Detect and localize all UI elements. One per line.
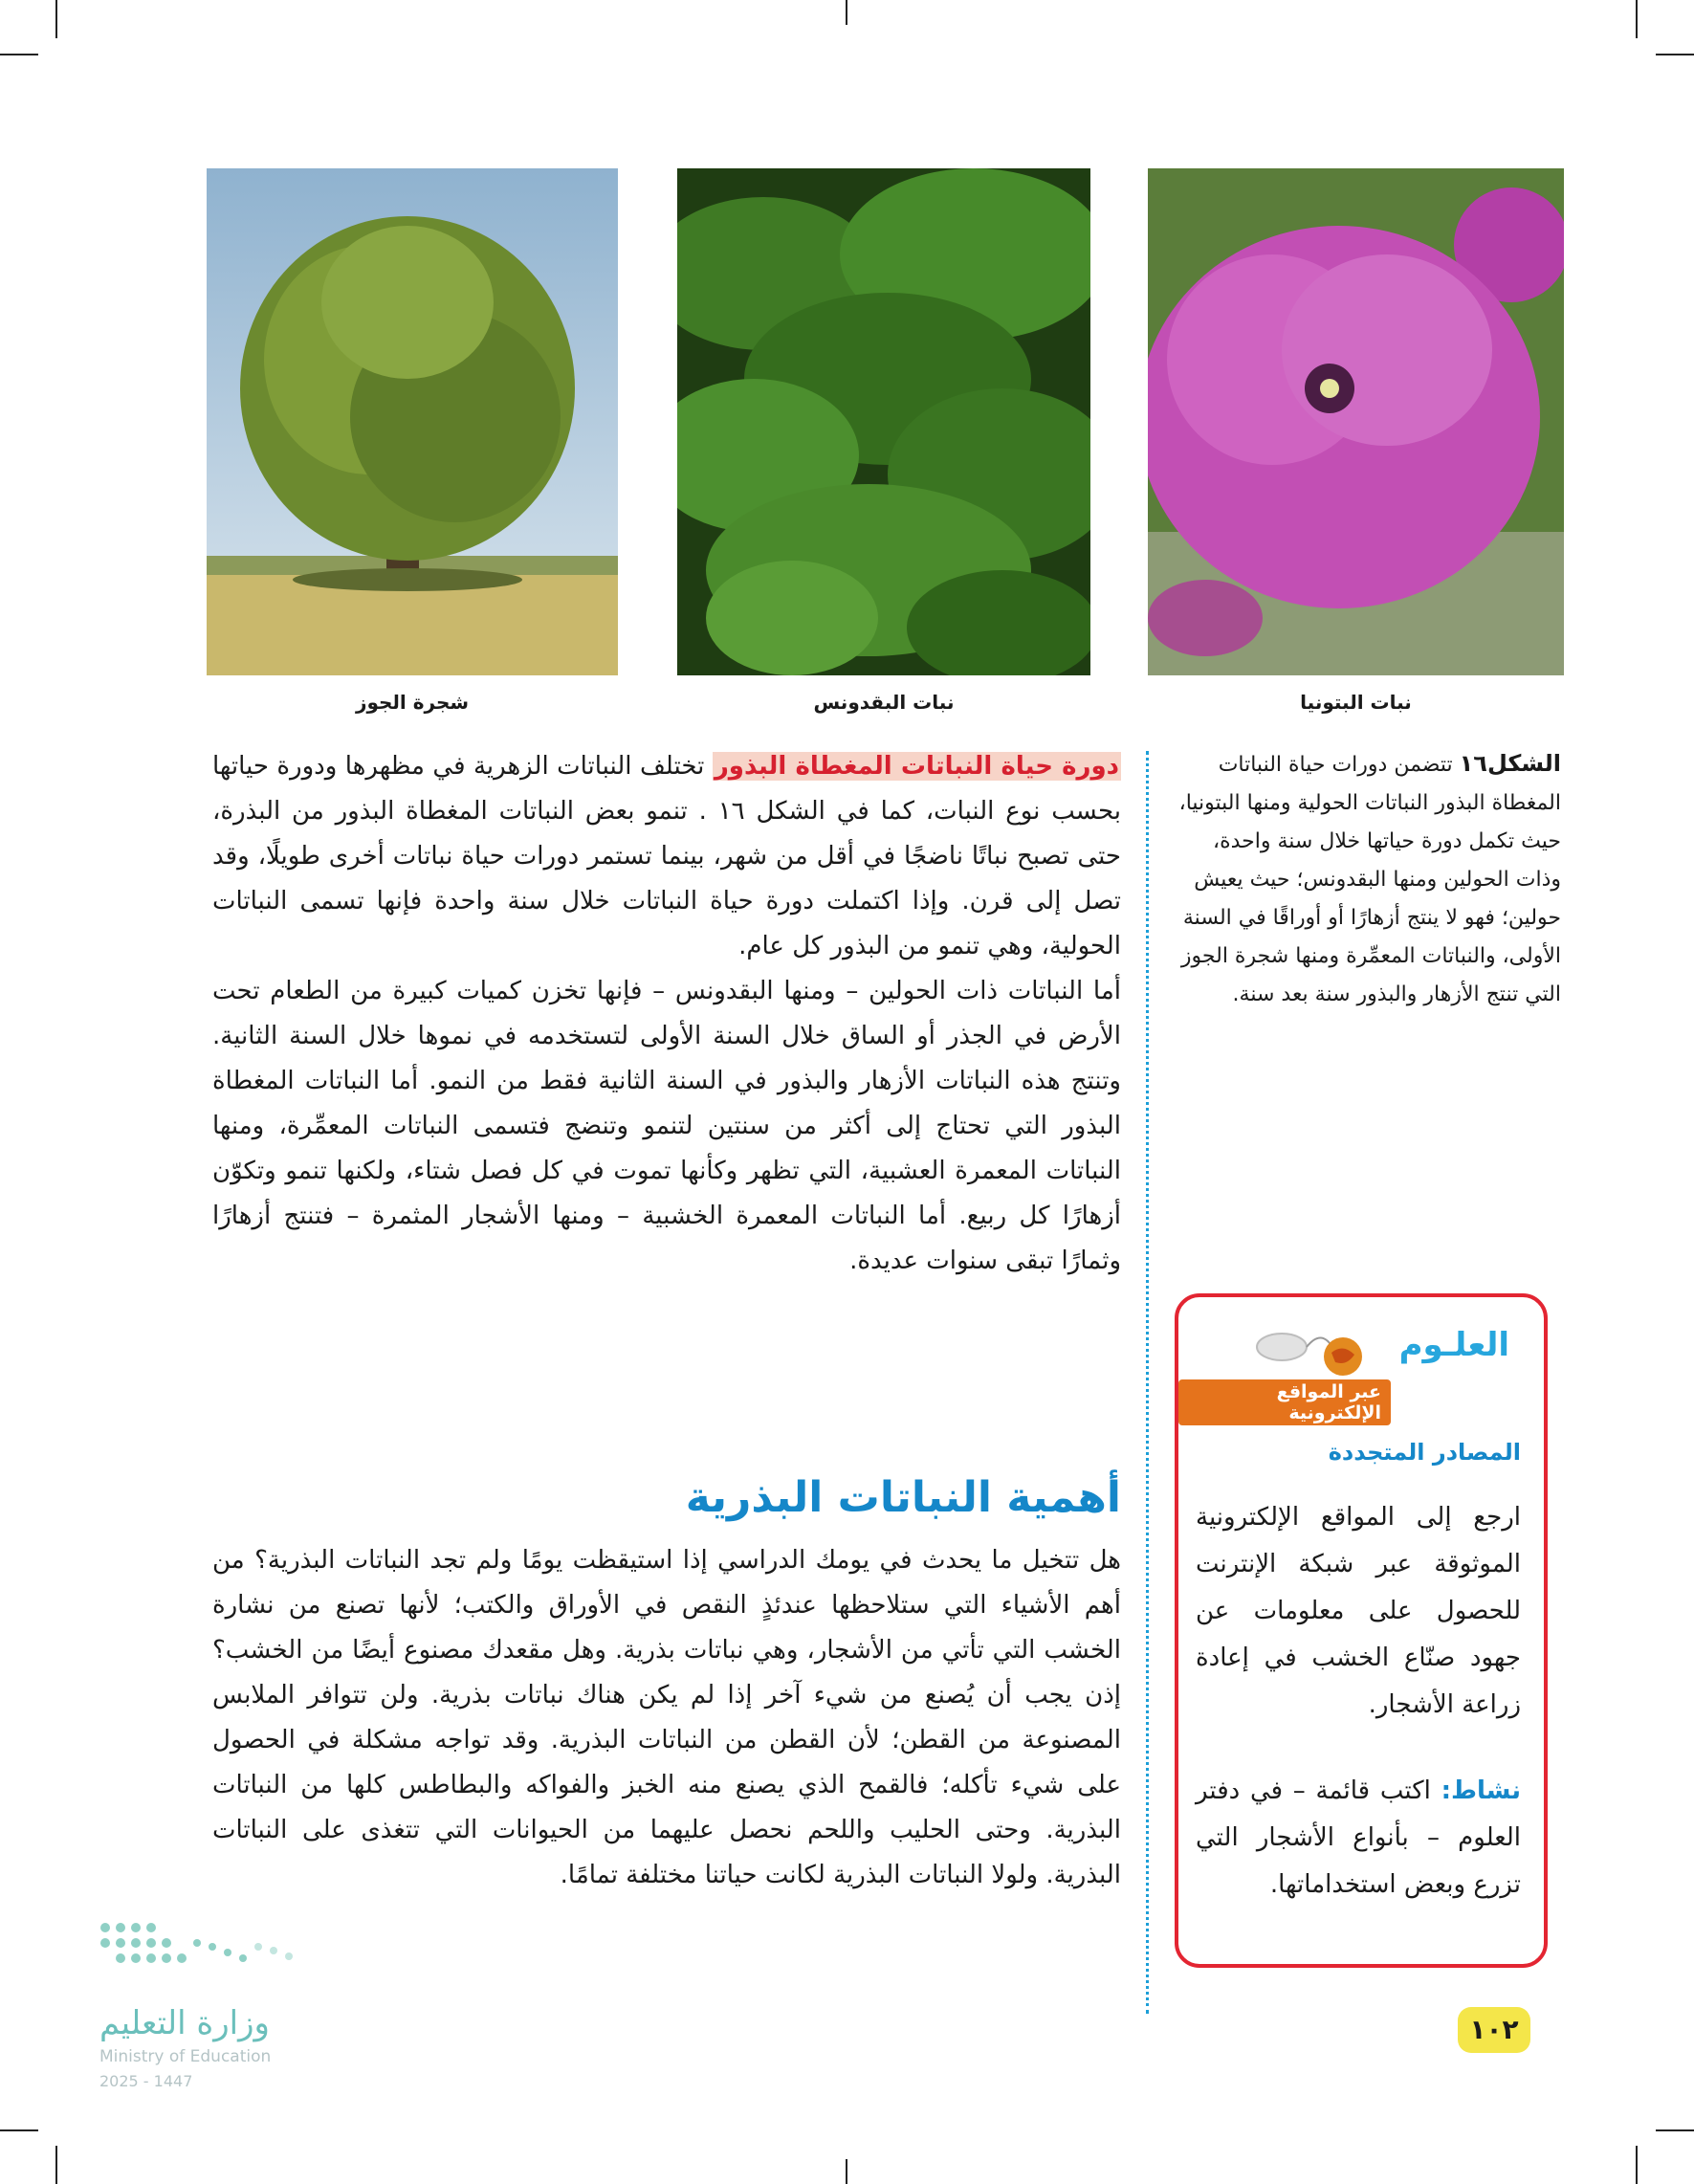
paragraph-2: أما النباتات ذات الحولين – ومنها البقدونس – فإنها تخزن كميات كبيرة من الطعام تحت الأرض في الجذر أو الساق خلال السنة الأولى لتستخدمه في نموها خلال السنة الثانية. وتنتج هذه النباتات الأزهار والبذور في السنة الثانية فقط من النمو. أما النباتات المغطاة البذور التي تحتاج إلى أكثر من سنتين لتنمو وتنضج فتسمى النباتات المعمِّرة، ومنها النباتات المعمرة العشبية، التي تظهر وكأنها تموت في كل فصل شتاء، ولكنها تنمو وتكوّن أزهارًا كل ربيع. أما النباتات المعمرة الخشبية – ومنها الأشجار المثمرة – فتنتج أزهارًا وثمارًا تبقى سنوات عديدة. [212, 977, 1121, 1275]
parsley-photo [677, 168, 1090, 675]
page-number: ١٠٢ [1458, 2007, 1530, 2053]
box-activity [1196, 1768, 1521, 1908]
activity-text: اكتب قائمة – في دفتر العلوم – بأنواع الأشجار التي تزرع وبعض استخداماتها. [1196, 1776, 1521, 1899]
box-subtitle: عبر المواقع الإلكترونية [1178, 1379, 1391, 1425]
box-text: ارجع إلى المواقع الإلكترونية الموثوقة عبر شبكة الإنترنت للحصول على معلومات عن جهود صنّاع الخشب في إعادة زراعة الأشجار. [1196, 1503, 1521, 1719]
crop-mark [0, 2129, 38, 2131]
paragraph-1: تختلف النباتات الزهرية في مظهرها ودورة حياتها بحسب نوع النبات، كما في الشكل ١٦ . تنمو بعض النباتات المغطاة البذور من البذرة، حتى تصبح نباتًا ناضجًا في أقل من شهر، بينما تستمر دورات حياة نباتات أخرى طويلًا، وقد تصل إلى قرن. وإذا اكتملت دورة حياة النباتات خلال سنة واحدة فإنها تسمى النباتات الحولية، وهي تنمو من البذور كل عام. [212, 752, 1121, 960]
crop-mark [1656, 2129, 1694, 2131]
paragraph-lifecycle [212, 744, 1121, 969]
box-title: العلـوم [1398, 1326, 1509, 1364]
main-text [212, 744, 1121, 1284]
crop-mark [846, 2159, 847, 2184]
parsley-caption: نبات البقدونس [813, 691, 955, 714]
walnut-caption: شجرة الجوز [355, 691, 470, 714]
ministry-name-english: Ministry of Education [99, 2047, 272, 2066]
crop-mark [1636, 0, 1638, 38]
column-divider [1146, 751, 1149, 2014]
crop-mark [55, 0, 57, 38]
mouse-globe-icon [1255, 1318, 1370, 1385]
crop-mark [846, 0, 847, 25]
ministry-name-arabic: وزارة التعليم [99, 2004, 270, 2042]
petunia-photo [1148, 168, 1564, 675]
walnut-tree-photo [207, 168, 618, 675]
section-heading: أهمية النباتات البذرية [685, 1473, 1121, 1522]
petunia-caption: نبات البتونيا [1300, 691, 1412, 714]
box-subheading: المصادر المتجددة [1328, 1439, 1521, 1466]
activity-label: نشاط: [1441, 1776, 1521, 1805]
section-paragraph: هل تتخيل ما يحدث في يومك الدراسي إذا استيقظت يومًا ولم تجد النباتات البذرية؟ من أهم الأشياء التي ستلاحظها عندئذٍ النقص في الأوراق والكتب؛ لأنها تصنع من نشارة الخشب التي تأتي من الأشجار، وهي نباتات بذرية. وهل مقعدك مصنوع أيضًا من الخشب؟ إذن يجب أن يُصنع من شيء آخر إذا لم يكن هناك نباتات بذرية. ولن تتوافر الملابس المصنوعة من القطن؛ لأن القطن من النباتات البذرية. وقد تواجه مشكلة في الحصول على شيء تأكله؛ فالقمح الذي يصنع منه الخبز والفواكه والبطاطس كلها من النباتات البذرية. وحتى الحليب واللحم نحصل عليهما من الحيوانات التي تتغذى على النباتات البذرية. ولولا النباتات البذرية لكانت حياتنا مختلفة تمامًا. [212, 1546, 1121, 1889]
figure-label: الشكل١٦ [1459, 750, 1561, 777]
ministry-year: 2025 - 1447 [99, 2072, 193, 2090]
figure-caption-text: تتضمن دورات حياة النباتات المغطاة البذور النباتات الحولية ومنها البتونيا، حيث تكمل دورة حياتها خلال سنة واحدة، وذات الحولين ومنها البقدونس؛ حيث يعيش حولين؛ فهو لا ينتج أزهارًا أو أوراقًا في السنة الأولى، والنباتات المعمِّرة ومنها شجرة الجوز التي تنتج الأزهار والبذور سنة بعد سنة. [1178, 753, 1561, 1006]
crop-mark [1656, 54, 1694, 55]
crop-mark [55, 2146, 57, 2184]
lead-heading: دورة حياة النباتات المغطاة البذور [714, 752, 1120, 781]
web-resources-box [1175, 1293, 1548, 1968]
crop-mark [0, 54, 38, 55]
crop-mark [1636, 2146, 1638, 2184]
figure-caption [1178, 744, 1561, 1014]
